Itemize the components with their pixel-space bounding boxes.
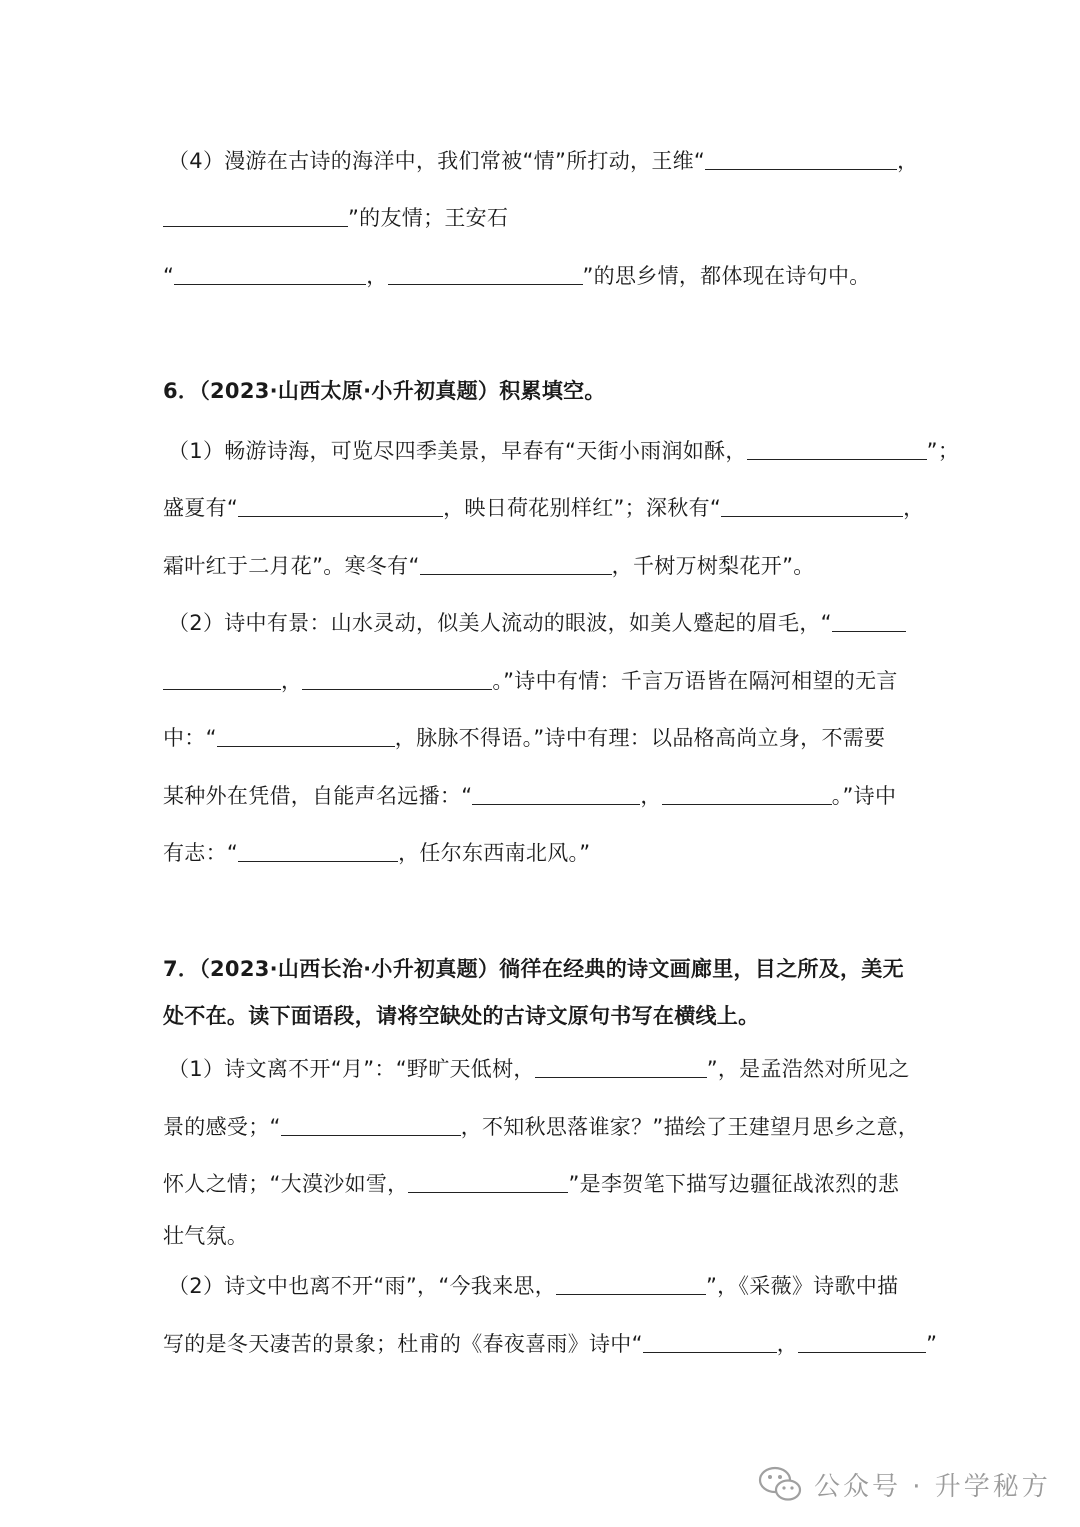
answer-blank[interactable] bbox=[281, 1113, 461, 1136]
answer-blank[interactable] bbox=[302, 667, 492, 690]
q6-p1-line1: （1）畅游诗海，可览尽四季美景，早春有“天街小雨润如酥， ”； bbox=[168, 439, 960, 463]
answer-blank[interactable] bbox=[747, 437, 927, 460]
q7-p1-line4: 壮气氛。 bbox=[163, 1224, 249, 1248]
answer-blank[interactable] bbox=[420, 552, 612, 575]
answer-blank[interactable] bbox=[643, 1330, 777, 1353]
q6-p1-line3: 霜叶红于二月花”。寒冬有“ ，千树万树梨花开”。 bbox=[163, 554, 815, 578]
q5-part4-line2: ”的友情；王安石 bbox=[163, 203, 508, 233]
answer-blank[interactable] bbox=[388, 262, 583, 285]
q7-p2-line2: 写的是冬天凄苦的景象；杜甫的《春夜喜雨》诗中“ ， ” bbox=[163, 1332, 938, 1356]
answer-blank[interactable] bbox=[163, 667, 281, 690]
answer-blank[interactable] bbox=[217, 724, 395, 747]
answer-blank[interactable] bbox=[408, 1170, 568, 1193]
answer-blank[interactable] bbox=[238, 839, 398, 862]
q7-p1-line1: （1）诗文离不开“月”：“野旷天低树， ”，是孟浩然对所见之 bbox=[168, 1057, 910, 1081]
answer-blank[interactable] bbox=[556, 1272, 706, 1295]
answer-blank[interactable] bbox=[705, 147, 897, 170]
wechat-icon bbox=[758, 1464, 804, 1504]
q6-p2-line1: （2）诗中有景：山水灵动，似美人流动的眼波，如美人蹙起的眉毛，“ bbox=[168, 608, 906, 638]
answer-blank[interactable] bbox=[238, 494, 443, 517]
q6-header: 6．（2023·山西太原·小升初真题）积累填空。 bbox=[163, 379, 606, 403]
q6-p2-line4: 某种外在凭借，自能声名远播：“ ， 。”诗中 bbox=[163, 784, 897, 808]
q6-p1-line2: 盛夏有“ ，映日荷花别样红”；深秋有“ ， bbox=[163, 496, 925, 520]
watermark bbox=[758, 1462, 1051, 1506]
answer-blank[interactable] bbox=[472, 782, 640, 805]
answer-blank[interactable] bbox=[174, 262, 366, 285]
q5-part4-line1: （4）漫游在古诗的海洋中，我们常被“情”所打动，王维“ ， bbox=[168, 149, 919, 173]
q5-part4-line3: “ ， ”的思乡情，都体现在诗句中。 bbox=[163, 264, 871, 288]
q6-p2-line3: 中：“ ，脉脉不得语。”诗中有理：以品格高尚立身，不需要 bbox=[163, 726, 886, 750]
q7-p1-line2: 景的感受；“ ，不知秋思落谁家？”描绘了王建望月思乡之意， bbox=[163, 1115, 920, 1139]
q7-header-line2: 处不在。读下面语段，请将空缺处的古诗文原句书写在横线上。 bbox=[163, 1004, 760, 1028]
answer-blank[interactable] bbox=[832, 609, 906, 632]
answer-blank[interactable] bbox=[662, 782, 832, 805]
answer-blank[interactable] bbox=[721, 494, 903, 517]
q6-p2-line5: 有志：“ ，任尔东西南北风。” bbox=[163, 841, 591, 865]
q7-header-line1: 7．（2023·山西长治·小升初真题）徜徉在经典的诗文画廊里，目之所及，美无 bbox=[163, 957, 904, 981]
answer-blank[interactable] bbox=[163, 204, 348, 227]
answer-blank[interactable] bbox=[798, 1330, 926, 1353]
q7-p2-line1: （2）诗文中也离不开“雨”，“今我来思， ”，《采薇》诗歌中描 bbox=[168, 1274, 899, 1298]
q6-p2-line2: ， 。”诗中有情：千言万语皆在隔河相望的无言 bbox=[163, 666, 898, 696]
q7-p1-line3: 怀人之情；“大漠沙如雪， ”是李贺笔下描写边疆征战浓烈的悲 bbox=[163, 1172, 900, 1196]
answer-blank[interactable] bbox=[535, 1055, 707, 1078]
watermark-text: 公众号 · 升学秘方 bbox=[814, 1471, 1051, 1502]
